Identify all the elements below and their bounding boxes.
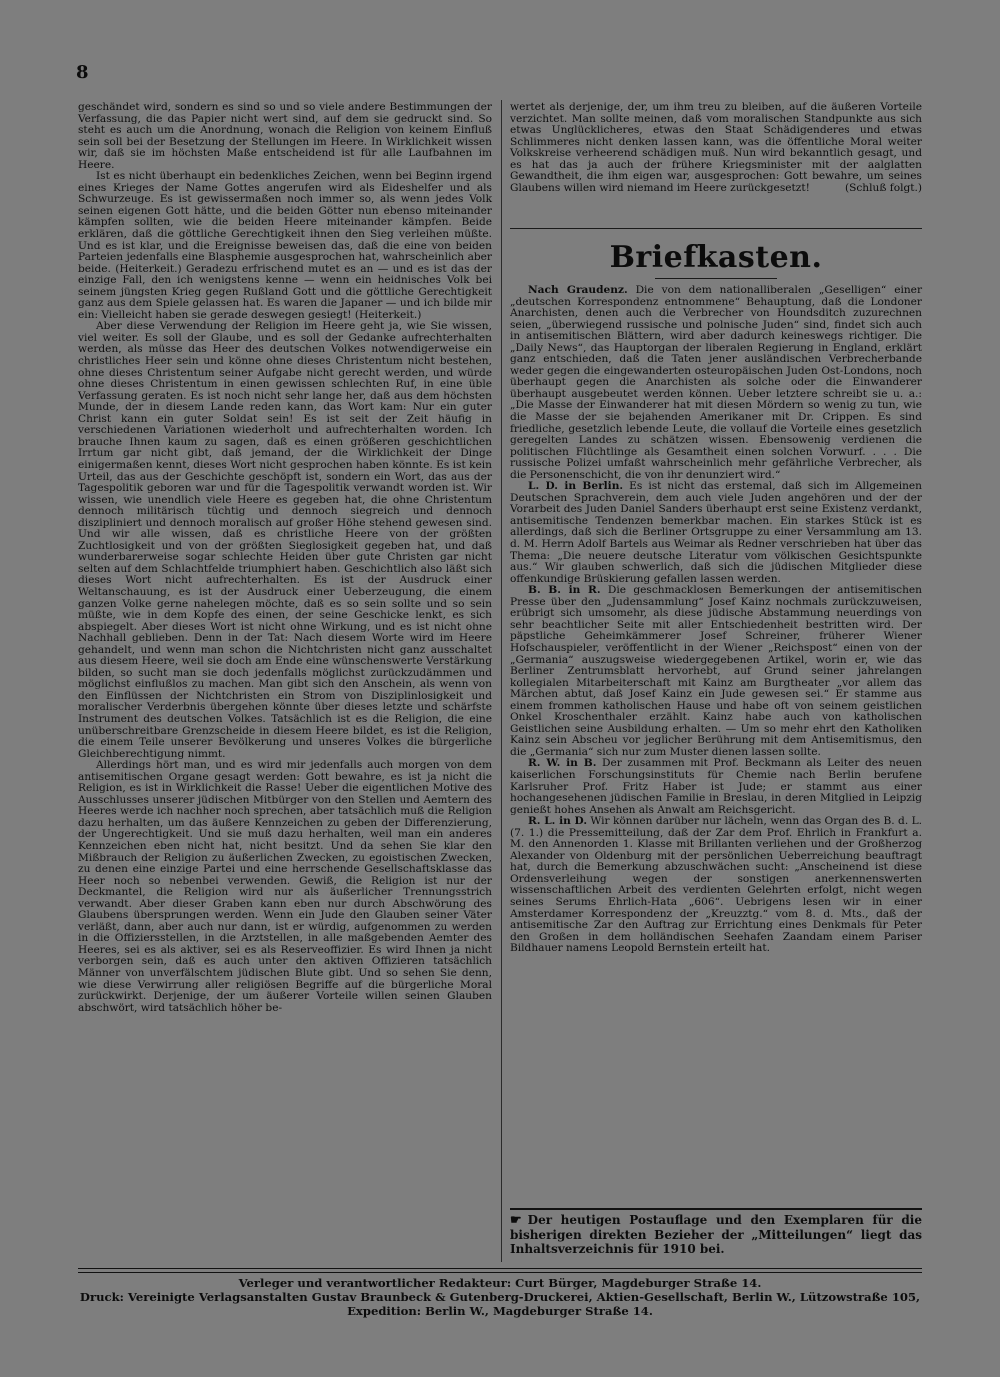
imprint-footer <box>78 1276 922 1318</box>
column-divider <box>501 100 502 1262</box>
signoff: (Schluß folgt.) <box>844 181 922 194</box>
letter-text: Die geschmacklosen Bemerkungen der antisemitischen Presse über den „Judensammlung“ Josef Kainz nochmals zurückzuweisen, erübrigt sich umsomehr, als diese jüdische Abstammung neuerdings von sehr beachtlicher Seite mit aller Entschiedenheit bestritten wird. Der päpstliche Geheimkämmerer Josef Schreiner, früherer Wiener Hofschauspieler, veröffentlicht in der Wiener „Reichspost“ einen von der „Germania“ auszugsweise wiedergegebenen Artikel, worin er, wie das Berliner Zentrumsblatt hervorhebt, auf Grund seiner jahrelangen kollegialen Mitarbeiterschaft mit Kainz am Burgtheater „vor allem das Märchen abtut, daß Josef Kainz ein Jude gewesen sei.“ Er stamme aus einem frommen katholischen Hause und habe oft von seinem geistlichen Onkel Kroschenthaler erzählt. Kainz habe auch von katholischen Geistlichen seine Ausbildung erhalten. — Um so mehr ehrt den Katholiken Kainz sein Abscheu vor jeglicher Berührung mit dem Antisemitismus, den die „Germania“ sich nur zum Muster dienen lassen sollte. <box>510 584 923 758</box>
letters-column <box>510 285 922 955</box>
letter-text: Es ist nicht das erstemal, daß sich im Allgemeinen Deutschen Sprachverein, dem auch viele Juden angehören und der der Vorarbeit des Juden Daniel Sanders überhaupt erst seine Existenz verdankt, antisemitische Tendenzen bemerkbar machen. Ein starkes Stück ist es allerdings, daß sich die Berliner Ortsgruppe zu einer Versammlung am 13. d. M. Herrn Adolf Bartels aus Weimar als Redner verschrieben hat über das Thema: „Die neuere deutsche Literatur vom völkischen Gesichtspunkte aus.“ Wir glauben schwerlich, daß sich die jüdischen Mitglieder diese offenkundige Brüskierung gefallen lassen werden. <box>510 480 923 585</box>
heading-underline <box>655 278 777 279</box>
letter-addressee: B. B. in R. <box>528 584 601 597</box>
paragraph: geschändet wird, sondern es sind so und so viele andere Bestimmungen der Verfassung, die das Papier nicht wert sind, auf dem sie gedruckt sind. So steht es auch um die Anordnung, wonach die Religion von keinem Einfluß sein soll bei der Besetzung der Stellungen im Heere. In Wirklichkeit wissen wir, daß sie im höchsten Maße entscheidend ist für alle Laufbahnen im Heere. <box>78 101 492 171</box>
left-column <box>78 102 492 1014</box>
letter-text: Der zusammen mit Prof. Beckmann als Leiter des neuen kaiserlichen Forschungsinstituts für Chemie nach Berlin berufene Karlsruher Prof. Fritz Haber ist Jude; er stammt aus einer hochangesehenen jüdischen Familie in Breslau, in deren Mitglied in Leipzig genießt hohes Ansehen als Anwalt am Reichsgericht. <box>510 757 922 816</box>
letter-text: Wir können darüber nur lächeln, wenn das Organ des B. d. L. (7. 1.) die Pressemitteilung, daß der Zar dem Prof. Ehrlich in Frankfurt a. M. den Annenorden 1. Klasse mit Brillanten verliehen und der Großherzog Alexander von Oldenburg mit der persönlichen Ueberreichung beauftragt hat, durch die Bemerkung abzuschwächen sucht: „Anscheinend ist diese Ordensverleihung wegen der sonstigen anerkennenswerten wissenschaftlichen Arbeit des verdienten Gelehrten erfolgt, nicht wegen seines Serums Ehrlich-Hata „606“. Uebrigens lesen wir in einer Amsterdamer Korrespondenz der „Kreuzztg.“ vom 8. d. Mts., daß der antisemitische Zar den Auftrag zur Errichtung eines Denkmals für Peter den Großen in dem holländischen Seehafen Zaandam einem Pariser Bildhauer namens Leopold Bernstein erteilt hat. <box>510 815 922 955</box>
letter-addressee: Nach Graudenz. <box>528 284 628 296</box>
paragraph: wertet als derjenige, der, um ihm treu zu bleiben, auf die äußeren Vorteile verzichtet. Man sollte meinen, daß vom moralischen Standpunkte aus sich etwas Unglücklicheres, etwas den Staat Schädigenderes und etwas Schlimmeres nicht denken lassen kann, was die öffentliche Moral weiter Volkskreise verheerend schädigen muß. Nun wird bekanntlich gesagt, und es hat das ja auch der frühere Kriegsminister mit der aalglatten Gewandtheit, die ihm eigen war, ausgesprochen: Gott bewahre, um seines Glaubens willen wird niemand im Heere zurückgesetzt! <box>510 101 922 194</box>
letter-item <box>510 481 922 585</box>
page-number: 8 <box>76 62 89 83</box>
letter-addressee: L. D. in Berlin. <box>528 480 624 493</box>
letter-addressee: R. W. in B. <box>528 757 597 770</box>
letter-text: Die von dem nationalliberalen „Geselligen“ einer „deutschen Korrespondenz entnommene“ Behauptung, daß die Londoner Anarchisten, denen auch die Verbrecher von Houndsditch zuzurechnen seien, „überwiegend russische und polnische Juden“ sind, findet sich auch in antisemitischen Blättern, wird aber dadurch keineswegs richtiger. Die „Daily News“, das Hauptorgan der liberalen Regierung in England, erklärt ganz entschieden, daß die Taten jener ausländischen Verbrecherbande weder gegen die eingewanderten osteuropäischen Juden Ost-Londons, noch überhaupt gegen die Anarchisten als solche oder die Einwanderer überhaupt ausgebeutet werden können. Ueber letztere schreibt sie u. a.: „Die Masse der Einwanderer hat mit diesen Mördern so wenig zu tun, wie die Masse der sie bejahenden Amerikaner mit Dr. Crippen. Es sind friedliche, gesetzlich lebende Leute, die vollauf die Vorteile eines gesetzlich geregelten Landes zu schätzen wissen. Ebensowenig verdienen die politischen Flüchtlinge als Gesamtheit einen solchen Vorwurf. . . . Die russische Polizei umfaßt wahrscheinlich mehr gefährliche Verbrecher, als die Personenschicht, die von ihr denunziert wird.“ <box>510 284 923 481</box>
article-continuation <box>510 102 922 194</box>
pointing-hand-icon: ☛ <box>510 1213 522 1228</box>
letter-addressee: R. L. in D. <box>528 815 588 828</box>
supplement-notice <box>510 1208 922 1256</box>
paragraph: Allerdings hört man, und es wird mir jedenfalls auch morgen von dem antisemitischen Organe gesagt werden: Gott bewahre, es ist ja nicht die Religion, es ist in Wirklichkeit die Rasse! Ueber die eigentlichen Motive des Ausschlusses unserer jüdischen Mitbürger von den Stellen und Aemtern des Heeres werde ich nachher noch sprechen, aber tatsächlich muß die Religion dazu herhalten, um das äußere Kennzeichen zu geben der Differenzierung, der Ungerechtigkeit. Und sie muß dazu herhalten, weil man ein anderes Kennzeichen eben nicht hat, nicht besitzt. Und da sehen Sie klar den Mißbrauch der Religion zu äußerlichen Zwecken, zu egoistischen Zwecken, zu denen eine einzige Partei und eine herrschende Gesellschaftsklasse das Heer noch so nebenbei verwenden. Gewiß, die Religion ist nur der Deckmantel, die Religion wird nur als äußerlicher Trennungsstrich verwandt. Aber dieser Graben kann eben nur durch Abschwörung des Glaubens übersprungen werden. Wenn ein Jude den Glauben seiner Väter verläßt, dann, aber auch nur dann, ist er würdig, aufgenommen zu werden in die Offiziersstellen, in die Arztstellen, in alle maßgebenden Aemter des Heeres, sei es als aktiver, sei es als Reserveoffizier. Es wird Ihnen ja nicht verborgen sein, daß es auch unter den aktiven Offizieren tatsächlich Männer von unverfälschtem jüdischen Blute gibt. Und so sehen Sie denn, wie diese Verwirrung aller religiösen Begriffe auf die bürgerliche Moral zurückwirkt. Derjenige, der um äußerer Vorteile willen seinen Glauben abschwört, wird tatsächlich höher be- <box>78 759 492 1014</box>
letter-item <box>510 758 922 816</box>
expedition-line: Expedition: Berlin W., Magdeburger Straße 14. <box>347 1304 653 1318</box>
publisher-line: Verleger und verantwortlicher Redakteur: Curt Bürger, Magdeburger Straße 14. <box>238 1276 762 1290</box>
right-column-top <box>510 102 922 194</box>
footer-rule <box>78 1268 922 1273</box>
letter-item <box>510 816 922 955</box>
paragraph: Aber diese Verwendung der Religion im Heere geht ja, wie Sie wissen, viel weiter. Es soll der Glaube, und es soll der Gedanke aufrechterhalten werden, als müsse das Heer des deutschen Volkes notwendigerweise ein christliches Heer sein und könne ohne dieses Christentum nicht bestehen, ohne dieses Christentum seiner Aufgabe nicht gerecht werden, und würde ohne dieses Christentum in einen gewissen schlechten Ruf, in eine üble Verfassung geraten. Es ist noch nicht sehr lange her, daß aus dem höchsten Munde, der in diesem Lande reden kann, das Wort kam: Nur ein guter Christ kann ein guter Soldat sein! Es ist seit der Zeit häufig in verschiedenen Variationen wiederholt und aufrechterhalten worden. Ich brauche Ihnen kaum zu sagen, daß es einen größeren geschichtlichen Irrtum gar nicht gibt, daß jemand, der die Wirklichkeit der Dinge einigermaßen kennt, dieses Wort nicht gesprochen haben könnte. Es ist kein Urteil, das aus der Geschichte geschöpft ist, sondern ein Wort, das aus der Tagespolitik geboren war und für die Tagespolitik verwandt worden ist. Wir wissen, wie unendlich viele Heere es gegeben hat, die ohne Christentum dennoch militärisch tüchtig und dennoch siegreich und dennoch diszipliniert und dennoch moralisch auf großer Höhe stehend gewesen sind. Und wir alle wissen, daß es christliche Heere von der größten Zuchtlosigkeit und von der größten Sieglosigkeit gegeben hat, und daß wunderbarerweise sogar schlechte Heiden über gute Christen gar nicht selten auf dem Schlachtfelde triumphiert haben. Geschichtlich also läßt sich dieses Wort nicht aufrechterhalten. Es ist der Ausdruck einer Weltanschauung, es ist der Ausdruck einer Ueberzeugung, die einem ganzen Volke gerne nahelegen möchte, daß es so sein sollte und so sein müßte, wie in dem Kopfe des einen, der seine Geschicke lenkt, es sich abspiegelt. Aber dieses Wort ist nicht ohne Wirkung, und es ist nicht ohne Nachhall geblieben. Denn in der Tat: Nach diesem Worte wird im Heere gehandelt, und wenn man schon die Nichtchristen nicht ganz ausschaltet aus diesem Heere, weil sie doch am Ende eine wünschenswerte Verstärkung bilden, so sucht man sie doch jedenfalls möglichst zurückzudämmen und möglichst einflußlos zu machen. Man gibt sich den Anschein, als wenn von den Einflüssen der Nichtchristen ein Strom von Disziplinlosigkeit und moralischer Verderbnis übergehen könnte über dieses letzte und schärfste Instrument des deutschen Volkes. Tatsächlich ist es die Religion, die eine unüberschreitbare Grenzscheide in diesem Heere bildet, es ist die Religion, die einem Teile unserer Bevölkerung und unseres Volkes die bürgerliche Gleichberechtigung nimmt. <box>78 320 492 760</box>
printer-line: Druck: Vereinigte Verlagsanstalten Gustav Braunbeck & Gutenberg-Druckerei, Aktien-Gesellschaft, Berlin W., Lützowstraße 105, <box>79 1290 921 1304</box>
section-heading: Briefkasten. <box>609 240 823 275</box>
section-rule <box>510 228 922 229</box>
notice-text: Der heutigen Postauflage und den Exemplaren für die bisherigen direkten Bezieher der „Mitteilungen“ liegt das Inhaltsverzeichnis für 1910 bei. <box>510 1213 922 1256</box>
letter-item <box>510 585 922 758</box>
paragraph: Ist es nicht überhaupt ein bedenkliches Zeichen, wenn bei Beginn irgend eines Krieges der Name Gottes angerufen wird als Eideshelfer und als Schwurzeuge. Es ist gewissermaßen noch immer so, als wenn jedes Volk seinen eigenen Gott hätte, und die beiden Götter nun ebenso miteinander kämpfen sollten, wie die beiden Heere miteinander kämpfen. Beide erklären, daß die göttliche Gerechtigkeit ihnen den Sieg verleihen müßte. Und es ist klar, und die Ereignisse beweisen das, daß die eine von beiden Parteien jedenfalls eine Blasphemie ausgesprochen hat, wahrscheinlich aber beide. (Heiterkeit.) Geradezu erfrischend mutet es an — und es ist das der einzige Fall, den ich wenigstens kenne — wenn ein heidnisches Volk bei seinem jüngsten Krieg gegen Rußland Gott und die göttliche Gerechtigkeit ganz aus dem Spiele gelassen hat. Es waren die Japaner — und ich bilde mir ein: Vielleicht haben sie gerade deswegen gesiegt! (Heiterkeit.) <box>78 170 492 321</box>
letter-item <box>510 285 922 481</box>
